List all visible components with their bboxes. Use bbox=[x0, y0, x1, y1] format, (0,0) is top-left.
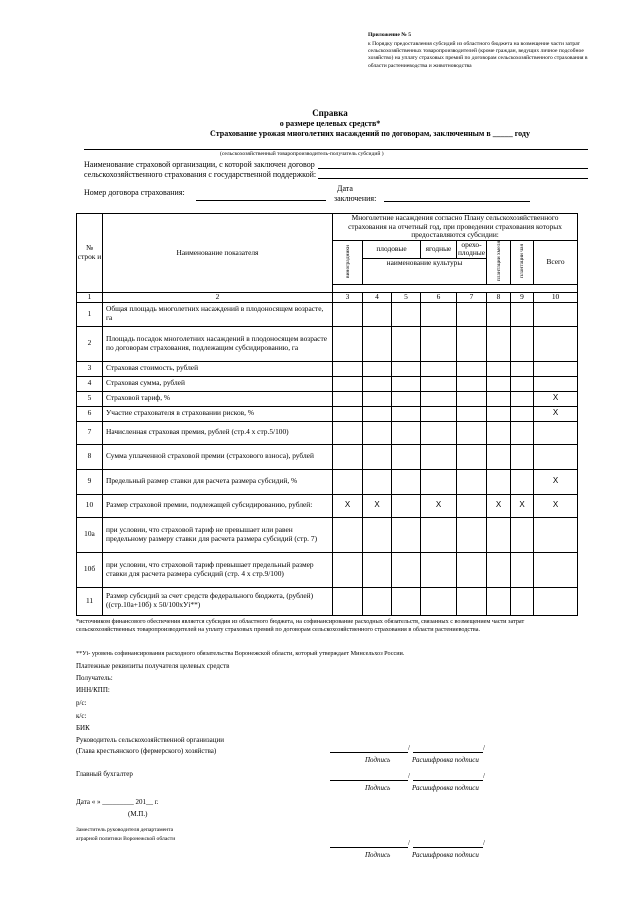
value-cell[interactable] bbox=[392, 361, 421, 376]
slash-1: / bbox=[408, 744, 410, 752]
value-cell[interactable] bbox=[363, 302, 392, 326]
row-number: 6 bbox=[77, 406, 103, 421]
signature-caption-3: Подпись bbox=[365, 851, 391, 859]
value-cell[interactable] bbox=[392, 302, 421, 326]
header-culture: наименование культуры bbox=[363, 258, 487, 284]
header-nut: орехо- плодные bbox=[457, 239, 486, 258]
x-mark-text: X bbox=[552, 408, 559, 418]
header-row-number: № строк и bbox=[77, 214, 103, 293]
rs-label: р/с: bbox=[76, 699, 87, 707]
value-cell[interactable] bbox=[363, 406, 392, 421]
value-cell[interactable] bbox=[487, 376, 511, 391]
date-label: Дата bbox=[337, 184, 353, 193]
value-cell[interactable] bbox=[363, 552, 392, 587]
value-cell[interactable] bbox=[421, 406, 457, 421]
column-number: 1 bbox=[77, 292, 103, 302]
value-cell[interactable] bbox=[457, 376, 487, 391]
accountant-signature-line[interactable] bbox=[330, 780, 408, 781]
slash-6: / bbox=[483, 839, 485, 847]
row-number: 10б bbox=[77, 552, 103, 587]
column-number: 3 bbox=[333, 292, 363, 302]
ks-label: к/с: bbox=[76, 712, 87, 720]
date-signed-label: Дата « » _________ 201__ г. bbox=[76, 798, 159, 806]
deputy-signature-line[interactable] bbox=[330, 847, 408, 848]
insurer-line-1[interactable] bbox=[318, 168, 588, 169]
value-cell[interactable] bbox=[457, 361, 487, 376]
table-row bbox=[77, 517, 578, 552]
x-mark bbox=[363, 494, 392, 517]
value-cell[interactable] bbox=[421, 376, 457, 391]
table-row bbox=[77, 494, 578, 517]
value-cell[interactable] bbox=[421, 391, 457, 406]
doc-title-insurance: Страхование урожая многолетних насаждений по договорам, заключенным в _____ году bbox=[210, 129, 530, 138]
footnote-2: **Уi- уровень софинансирования расходного обязательства Воронежской области, который утверждает Минсельхоз России. bbox=[76, 650, 405, 657]
requisites-heading: Платежные реквизиты получателя целевых средств bbox=[76, 662, 230, 670]
x-mark bbox=[534, 469, 578, 494]
value-cell[interactable] bbox=[487, 361, 511, 376]
x-mark-text: X bbox=[552, 393, 559, 403]
appendix-number: Приложение № 5 bbox=[368, 32, 412, 38]
row-number: 11 bbox=[77, 587, 103, 615]
value-cell[interactable] bbox=[511, 469, 534, 494]
x-mark-text: X bbox=[519, 500, 525, 510]
table-row bbox=[77, 552, 578, 587]
stamp-label: (М.П.) bbox=[128, 810, 148, 818]
value-cell[interactable] bbox=[392, 421, 421, 444]
header-tea: плантации чая bbox=[511, 240, 534, 284]
value-cell[interactable] bbox=[511, 587, 534, 615]
value-cell[interactable] bbox=[511, 326, 534, 361]
value-cell[interactable] bbox=[457, 391, 487, 406]
row-number: 1 bbox=[77, 302, 103, 326]
x-mark-text: X bbox=[552, 476, 559, 486]
x-mark bbox=[534, 494, 578, 517]
x-mark bbox=[333, 494, 363, 517]
x-mark-text: X bbox=[495, 500, 502, 510]
value-cell[interactable] bbox=[457, 302, 487, 326]
value-cell[interactable] bbox=[333, 406, 363, 421]
value-cell[interactable] bbox=[333, 361, 363, 376]
row-number: 5 bbox=[77, 391, 103, 406]
table-row bbox=[77, 376, 578, 391]
date-line[interactable] bbox=[384, 201, 530, 202]
row-name: Участие страхователя в страховании рисков, % bbox=[103, 406, 333, 421]
header-hop: плантации хмеля bbox=[487, 240, 511, 284]
value-cell[interactable] bbox=[487, 587, 511, 615]
recipient-caption: (сельскохозяйственный товаропроизводитель-получатель субсидий ) bbox=[220, 151, 384, 157]
value-cell[interactable] bbox=[511, 444, 534, 469]
header-vineyards: виноградники bbox=[333, 240, 363, 284]
value-cell[interactable] bbox=[421, 587, 457, 615]
value-cell[interactable] bbox=[511, 517, 534, 552]
value-cell[interactable] bbox=[511, 361, 534, 376]
value-cell[interactable] bbox=[457, 587, 487, 615]
value-cell[interactable] bbox=[392, 444, 421, 469]
table-row bbox=[77, 326, 578, 361]
header-indicator-name: Наименование показателя bbox=[103, 214, 333, 293]
column-number: 4 bbox=[363, 292, 392, 302]
value-cell[interactable] bbox=[421, 469, 457, 494]
x-mark-text: X bbox=[552, 500, 559, 510]
table-row bbox=[77, 587, 578, 615]
subsidy-table bbox=[76, 213, 578, 616]
value-cell[interactable] bbox=[511, 376, 534, 391]
column-number: 2 bbox=[103, 292, 333, 302]
row-name: при условии, что страховой тариф превышает предельный размер ставки для расчета размера субсидий (стр. 4 х стр.9/100) bbox=[103, 552, 333, 587]
table-row bbox=[77, 444, 578, 469]
table-row bbox=[77, 361, 578, 376]
row-number: 9 bbox=[77, 469, 103, 494]
slash-3: / bbox=[408, 772, 410, 780]
deputy-label-1: Заместитель руководителя департамента bbox=[76, 827, 174, 833]
value-cell[interactable] bbox=[487, 326, 511, 361]
row-number: 4 bbox=[77, 376, 103, 391]
x-mark-text: X bbox=[344, 500, 351, 510]
x-mark bbox=[487, 494, 511, 517]
x-mark-text: X bbox=[435, 500, 442, 510]
value-cell[interactable] bbox=[511, 302, 534, 326]
x-mark-text: X bbox=[374, 500, 380, 510]
column-number: 8 bbox=[487, 292, 511, 302]
value-cell[interactable] bbox=[457, 552, 487, 587]
decode-caption-2: Расшифровка подписи bbox=[412, 784, 479, 792]
row-name: Страховая сумма, рублей bbox=[103, 376, 333, 391]
value-cell[interactable] bbox=[421, 421, 457, 444]
value-cell[interactable] bbox=[534, 326, 578, 361]
value-cell[interactable] bbox=[534, 361, 578, 376]
row-name: Предельный размер ставки для расчета размера субсидий, % bbox=[103, 469, 333, 494]
deputy-label-2: аграрной политики Воронежской области bbox=[76, 836, 176, 842]
doc-subtitle: о размере целевых средств* bbox=[279, 119, 381, 128]
value-cell[interactable] bbox=[333, 444, 363, 469]
value-cell[interactable] bbox=[421, 517, 457, 552]
value-cell[interactable] bbox=[333, 376, 363, 391]
x-mark bbox=[421, 494, 457, 517]
value-cell[interactable] bbox=[511, 552, 534, 587]
value-cell[interactable] bbox=[421, 552, 457, 587]
value-cell[interactable] bbox=[333, 302, 363, 326]
value-cell[interactable] bbox=[392, 552, 421, 587]
value-cell[interactable] bbox=[457, 421, 487, 444]
head-label-2: (Глава крестьянского (фермерского) хозяйства) bbox=[76, 747, 217, 755]
value-cell[interactable] bbox=[333, 326, 363, 361]
deputy-decode-line[interactable] bbox=[413, 847, 483, 848]
contract-number-line[interactable] bbox=[196, 200, 326, 201]
signature-caption-2: Подпись bbox=[365, 784, 391, 792]
row-name: Общая площадь многолетних насаждений в плодоносящем возрасте, га bbox=[103, 302, 333, 326]
value-cell[interactable] bbox=[511, 391, 534, 406]
value-cell[interactable] bbox=[487, 517, 511, 552]
footnote-1: *источником финансового обеспечения является субсидия из областного бюджета, на софинансирование расходных обязательств, связанных с возмещением части затрат сельскохозяйственных товаропроизводителей на уплату страховых премий по договорам сельскохозяйственного страхования в области растениеводства. bbox=[76, 618, 525, 634]
head-decode-line[interactable] bbox=[413, 752, 483, 753]
value-cell[interactable] bbox=[363, 326, 392, 361]
value-cell[interactable] bbox=[333, 469, 363, 494]
header-spacer bbox=[333, 284, 578, 292]
slash-4: / bbox=[483, 772, 485, 780]
head-signature-line[interactable] bbox=[330, 752, 408, 753]
row-number: 7 bbox=[77, 421, 103, 444]
row-name: Начисленная страховая премия, рублей (стр.4 х стр.5/100) bbox=[103, 421, 333, 444]
row-number: 3 bbox=[77, 361, 103, 376]
column-number: 10 bbox=[534, 292, 578, 302]
decode-caption-3: Расшифровка подписи bbox=[412, 851, 479, 859]
value-cell[interactable] bbox=[421, 361, 457, 376]
doc-title: Справка bbox=[312, 108, 348, 118]
value-cell[interactable] bbox=[511, 406, 534, 421]
row-name: Сумма уплаченной страховой премии (страхового взноса), рублей bbox=[103, 444, 333, 469]
header-total: Всего bbox=[534, 240, 578, 284]
row-name: Страховой тариф, % bbox=[103, 391, 333, 406]
value-cell[interactable] bbox=[333, 391, 363, 406]
header-fruit: плодовые bbox=[363, 240, 421, 258]
value-cell[interactable] bbox=[487, 469, 511, 494]
insurer-line-2[interactable] bbox=[318, 178, 588, 179]
value-cell[interactable] bbox=[457, 469, 487, 494]
value-cell[interactable] bbox=[363, 444, 392, 469]
value-cell[interactable] bbox=[363, 361, 392, 376]
bik-label: БИК bbox=[76, 724, 90, 732]
table-row bbox=[77, 302, 578, 326]
value-cell[interactable] bbox=[363, 421, 392, 444]
value-cell[interactable] bbox=[333, 587, 363, 615]
inn-label: ИНН/КПП: bbox=[76, 686, 110, 694]
value-cell[interactable] bbox=[534, 376, 578, 391]
value-cell[interactable] bbox=[487, 421, 511, 444]
value-cell[interactable] bbox=[333, 552, 363, 587]
value-cell[interactable] bbox=[457, 444, 487, 469]
value-cell[interactable] bbox=[457, 517, 487, 552]
recipient-line bbox=[84, 149, 588, 150]
slash-5: / bbox=[408, 839, 410, 847]
value-cell[interactable] bbox=[534, 517, 578, 552]
value-cell[interactable] bbox=[392, 494, 421, 517]
value-cell[interactable] bbox=[534, 444, 578, 469]
column-number: 9 bbox=[511, 292, 534, 302]
contract-number-label: Номер договора страхования: bbox=[84, 188, 185, 197]
value-cell[interactable] bbox=[487, 391, 511, 406]
value-cell[interactable] bbox=[534, 421, 578, 444]
value-cell[interactable] bbox=[421, 444, 457, 469]
value-cell[interactable] bbox=[363, 517, 392, 552]
value-cell[interactable] bbox=[392, 406, 421, 421]
row-name: Площадь посадок многолетних насаждений в плодоносящем возрасте по договорам страхования, подлежащим субсидированию, га bbox=[103, 326, 333, 361]
table-body bbox=[77, 302, 578, 615]
row-number: 8 bbox=[77, 444, 103, 469]
row-number: 2 bbox=[77, 326, 103, 361]
value-cell[interactable] bbox=[392, 587, 421, 615]
value-cell[interactable] bbox=[363, 391, 392, 406]
value-cell[interactable] bbox=[534, 552, 578, 587]
value-cell[interactable] bbox=[487, 444, 511, 469]
value-cell[interactable] bbox=[363, 469, 392, 494]
column-number: 5 bbox=[392, 292, 421, 302]
value-cell[interactable] bbox=[487, 552, 511, 587]
value-cell[interactable] bbox=[392, 376, 421, 391]
value-cell[interactable] bbox=[487, 302, 511, 326]
row-name: Размер страховой премии, подлежащей субсидированию, рублей: bbox=[103, 494, 333, 517]
insurer-label: Наименование страховой организации, с которой заключен договор сельскохозяйственного страхования с государственной поддержкой: bbox=[84, 160, 317, 179]
table-row bbox=[77, 421, 578, 444]
value-cell[interactable] bbox=[457, 494, 487, 517]
row-name: Размер субсидий за счет средств федерального бюджета, (рублей) ((стр.10а+10б) х 50/100хУi**) bbox=[103, 587, 333, 615]
head-label-1: Руководитель сельскохозяйственной организации bbox=[76, 736, 224, 744]
accountant-decode-line[interactable] bbox=[413, 780, 483, 781]
row-number: 10 bbox=[77, 494, 103, 517]
date-label-2: заключения: bbox=[334, 194, 377, 203]
value-cell[interactable] bbox=[333, 421, 363, 444]
column-number: 6 bbox=[421, 292, 457, 302]
value-cell[interactable] bbox=[392, 517, 421, 552]
row-name: при условии, что страховой тариф не превышает или равен предельному размеру ставки для расчета размера субсидий (стр. 7) bbox=[103, 517, 333, 552]
signature-caption-1: Подпись bbox=[365, 756, 391, 764]
value-cell[interactable] bbox=[392, 391, 421, 406]
value-cell[interactable] bbox=[457, 406, 487, 421]
accountant-label: Главный бухгалтер bbox=[76, 770, 133, 778]
x-mark bbox=[534, 391, 578, 406]
header-berry: ягодные bbox=[421, 240, 457, 258]
table-row bbox=[77, 469, 578, 494]
value-cell[interactable] bbox=[421, 302, 457, 326]
value-cell[interactable] bbox=[333, 517, 363, 552]
value-cell[interactable] bbox=[392, 326, 421, 361]
x-mark bbox=[534, 406, 578, 421]
value-cell[interactable] bbox=[511, 421, 534, 444]
table-row bbox=[77, 406, 578, 421]
row-number: 10а bbox=[77, 517, 103, 552]
value-cell[interactable] bbox=[421, 326, 457, 361]
value-cell[interactable] bbox=[534, 587, 578, 615]
value-cell[interactable] bbox=[534, 302, 578, 326]
appendix-text: к Порядку предоставления субсидий из областного бюджета на возмещение части затрат сельскохозяйственных товаропроизводителей (кроме граждан, ведущих личное подсобное хозяйство) на уплату страховых премий по договорам сельскохозяйственного страхования в области растениеводства и животноводства bbox=[368, 41, 588, 69]
value-cell[interactable] bbox=[363, 376, 392, 391]
x-mark bbox=[511, 494, 534, 517]
recipient-label: Получатель: bbox=[76, 674, 113, 682]
column-number: 7 bbox=[457, 292, 487, 302]
row-name: Страховая стоимость, рублей bbox=[103, 361, 333, 376]
decode-caption-1: Расшифровка подписи bbox=[412, 756, 479, 764]
value-cell[interactable] bbox=[392, 469, 421, 494]
value-cell[interactable] bbox=[487, 406, 511, 421]
table-row bbox=[77, 391, 578, 406]
header-plantings-group: Многолетние насаждения согласно Плану сельскохозяйственного страхования на отчетный год, при проведении страхования которых предоставляются субсидии: bbox=[333, 214, 578, 241]
slash-2: / bbox=[483, 744, 485, 752]
value-cell[interactable] bbox=[457, 326, 487, 361]
value-cell[interactable] bbox=[363, 587, 392, 615]
column-number-row bbox=[77, 292, 578, 302]
